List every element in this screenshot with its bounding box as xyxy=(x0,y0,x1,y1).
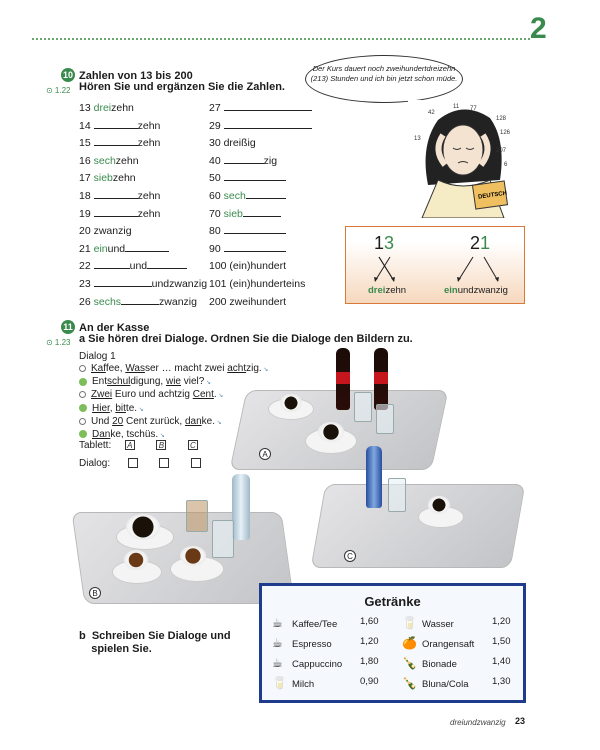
fill-in-blank[interactable] xyxy=(94,136,138,146)
number-item: 40 zig xyxy=(209,154,278,167)
number-item: 27 xyxy=(209,100,312,118)
dialog-label: Dialog: xyxy=(79,458,111,469)
menu-item xyxy=(402,676,468,690)
drink-icon: ☕ xyxy=(272,616,283,630)
box-word-dreizehn: dreizehn xyxy=(368,285,407,296)
number-item: 18 zehn xyxy=(79,189,161,202)
menu-item xyxy=(272,676,314,690)
ex11-audio-track[interactable]: ⊙ 1.23 xyxy=(46,338,71,347)
menu-item-name: Bionade xyxy=(422,659,457,670)
tray-label-b: B xyxy=(89,587,101,599)
number-list-left xyxy=(79,100,207,311)
cartoon-number: 128 xyxy=(496,116,507,122)
cartoon-number: 77 xyxy=(470,106,477,112)
menu-item xyxy=(272,616,337,630)
cartoon-number: 13 xyxy=(414,136,421,142)
dialog-line: Danke, tschüs. ↘ xyxy=(79,429,268,442)
intonation-arrow-icon: ↘ xyxy=(214,419,222,426)
fill-in-blank[interactable] xyxy=(94,189,138,199)
cashier-marker-icon xyxy=(79,391,86,398)
coffee-cup xyxy=(318,422,344,442)
coffee-cup xyxy=(428,496,450,514)
fill-in-blank[interactable] xyxy=(224,119,312,129)
fill-in-blank[interactable] xyxy=(94,119,138,129)
fill-in-blank[interactable] xyxy=(94,277,152,287)
number-item: 21 einund xyxy=(79,241,207,259)
cartoon-number: 207 xyxy=(496,148,507,154)
tablett-row xyxy=(79,440,198,452)
ex11-part-b-instruction: b Schreiben Sie Dialoge und spielen Sie. xyxy=(79,630,231,655)
cartoon-number: 11 xyxy=(453,104,460,110)
customer-marker-icon xyxy=(79,430,87,438)
ex10-number: 10 xyxy=(62,69,73,80)
water-glass xyxy=(212,520,234,558)
fill-in-blank[interactable] xyxy=(147,259,187,269)
menu-item xyxy=(402,656,457,670)
fill-in-blank[interactable] xyxy=(224,224,286,234)
water-glass xyxy=(354,392,372,422)
juice-glass xyxy=(186,500,208,532)
drink-icon: 🍊 xyxy=(402,636,417,650)
dialog-line: Hier, bitte. ↘ xyxy=(79,403,268,416)
intonation-arrow-icon: ↘ xyxy=(158,433,165,440)
cashier-marker-icon xyxy=(79,418,86,425)
menu-title: Getränke xyxy=(364,594,421,609)
number-item: 19 zehn xyxy=(79,207,161,220)
menu-item-name: Milch xyxy=(292,679,315,690)
water-glass xyxy=(376,404,394,434)
menu-item-price: 1,40 xyxy=(492,656,511,667)
ex10-instruction: Hören Sie und ergänzen Sie die Zahlen. xyxy=(79,81,285,93)
drink-icon: ☕ xyxy=(272,636,283,650)
ex10-title: Zahlen von 13 bis 200 xyxy=(79,70,193,82)
espresso-cup xyxy=(180,546,206,566)
cola-label xyxy=(336,372,350,384)
number-item: 50 xyxy=(209,170,312,188)
dialog-title: Dialog 1 xyxy=(79,351,116,362)
dialog-line: Und 20 Cent zurück, danke. ↘ xyxy=(79,416,268,429)
drink-icon: 🥛 xyxy=(272,676,287,690)
espresso-cup xyxy=(124,550,148,570)
number-item: 14 zehn xyxy=(79,119,161,132)
menu-item-price: 1,30 xyxy=(492,676,511,687)
fill-in-blank[interactable] xyxy=(94,207,138,217)
menu-item-price: 1,60 xyxy=(360,616,379,627)
customer-marker-icon xyxy=(79,378,87,386)
water-glass xyxy=(388,478,406,512)
box-word-einundzwanzig: einundzwanzig xyxy=(444,285,508,296)
menu-item-price: 1,50 xyxy=(492,636,511,647)
tablett-label: Tablett: xyxy=(79,440,112,451)
ex10-audio-track[interactable]: ⊙ 1.22 xyxy=(46,86,71,95)
dialog-box-3[interactable] xyxy=(191,458,201,468)
number-item: 29 xyxy=(209,118,312,136)
menu-item-name: Cappuccino xyxy=(292,659,343,670)
fill-in-blank[interactable] xyxy=(121,295,159,305)
coffee-cup xyxy=(280,394,302,412)
tired-student-cartoon xyxy=(408,100,518,218)
dialog-line: Entschuldigung, wie viel? ↘ xyxy=(79,376,268,389)
menu-item xyxy=(272,636,332,650)
cashier-marker-icon xyxy=(79,365,86,372)
number-item: 13 dreizehn xyxy=(79,102,134,114)
cola-label xyxy=(374,372,388,384)
cartoon-number: 126 xyxy=(500,130,511,136)
number-item: 200 zweihundert xyxy=(209,295,287,308)
number-item: 23 undzwanzig xyxy=(79,277,208,290)
number-item: 101 (ein)hunderteins xyxy=(209,277,306,290)
tablett-box-b[interactable]: B xyxy=(156,440,166,450)
chapter-number: 2 xyxy=(530,12,547,45)
number-formation-box xyxy=(345,226,525,304)
water-bottle xyxy=(232,474,250,540)
cartoon-number: 42 xyxy=(428,110,435,116)
coffee-cup xyxy=(126,514,160,540)
number-item: 100 (ein)hundert xyxy=(209,260,287,273)
number-item: 70 sieb xyxy=(209,206,312,224)
drink-icon: 🥛 xyxy=(402,616,417,630)
drink-icon: ☕ xyxy=(272,656,283,670)
ex11-number: 11 xyxy=(61,320,75,334)
tray-label-a: A xyxy=(259,448,271,460)
intonation-arrow-icon: ↘ xyxy=(216,393,224,400)
customer-marker-icon xyxy=(79,404,87,412)
fill-in-blank[interactable] xyxy=(125,242,169,252)
menu-item-name: Bluna/Cola xyxy=(422,679,469,690)
menu-item xyxy=(272,656,342,670)
menu-item-price: 1,20 xyxy=(492,616,511,627)
header-dotted-line xyxy=(32,38,530,40)
fill-in-blank[interactable] xyxy=(224,154,264,164)
box-number-13: 13 xyxy=(374,233,395,253)
tablett-box-a[interactable]: A xyxy=(125,440,135,450)
number-list-right xyxy=(209,100,312,311)
number-item: 80 xyxy=(209,223,312,241)
menu-item-price: 0,90 xyxy=(360,676,379,687)
fill-in-blank[interactable] xyxy=(224,101,312,111)
fill-in-blank[interactable] xyxy=(246,189,286,199)
box-number-21: 21 xyxy=(470,233,491,253)
menu-item-name: Orangensaft xyxy=(422,639,475,650)
water-bottle xyxy=(366,446,382,508)
drink-icon: 🍾 xyxy=(402,676,417,690)
number-item: 22 und xyxy=(79,258,207,276)
dialog-line: Zwei Euro und achtzig Cent. ↘ xyxy=(79,389,268,402)
fill-in-blank[interactable] xyxy=(224,171,286,181)
menu-item xyxy=(402,616,454,630)
menu-item-name: Kaffee/Tee xyxy=(292,619,338,630)
cartoon-book-title: DEUTSCH xyxy=(477,190,508,201)
number-item: 30 dreißig xyxy=(209,137,256,150)
number-item: 20 zwanzig xyxy=(79,225,132,238)
dialog-line: Kaffee, Wasser … macht zwei achtzig. ↘ xyxy=(79,363,268,376)
ex11-title: An der Kasse xyxy=(79,322,150,334)
menu-item-price: 1,80 xyxy=(360,656,379,667)
number-item: 60 sech xyxy=(209,188,312,206)
menu-item xyxy=(402,636,474,650)
page-number-word: dreiundzwanzig xyxy=(450,718,506,727)
intonation-arrow-icon: ↘ xyxy=(261,367,269,373)
speech-bubble: Der Kurs dauert noch zweihundertdreizehn (213) Stunden und ich bin jetzt schon müde. xyxy=(305,55,463,103)
ex11-part-a-instruction: a Sie hören drei Dialoge. Ordnen Sie die Dialoge den Bildern zu. xyxy=(79,333,413,345)
menu-item-name: Espresso xyxy=(292,639,332,650)
menu-item-price: 1,20 xyxy=(360,636,379,647)
fill-in-blank[interactable] xyxy=(94,259,130,269)
fill-in-blank[interactable] xyxy=(243,207,281,217)
page-number: 23 xyxy=(515,716,526,726)
tablett-box-c[interactable]: C xyxy=(188,440,198,450)
tray-c-photo xyxy=(311,484,526,568)
drinks-menu xyxy=(259,583,526,703)
menu-item-name: Wasser xyxy=(422,619,454,630)
tray-label-c: C xyxy=(344,550,356,562)
intonation-arrow-icon: ↘ xyxy=(137,406,144,413)
dialog-box-1[interactable] xyxy=(128,458,138,468)
dialog-box-2[interactable] xyxy=(159,458,169,468)
intonation-arrow-icon: ↘ xyxy=(204,380,212,387)
drink-icon: 🍾 xyxy=(402,656,417,670)
cartoon-number: 6 xyxy=(504,162,508,168)
fill-in-blank[interactable] xyxy=(224,242,286,252)
number-item: 90 xyxy=(209,241,312,259)
number-item: 15 zehn xyxy=(79,137,161,150)
number-item: 26 sechs zwanzig xyxy=(79,295,197,308)
dialog-row xyxy=(79,458,201,470)
number-item: 17 siebzehn xyxy=(79,172,136,185)
number-item: 16 sechzehn xyxy=(79,154,139,167)
